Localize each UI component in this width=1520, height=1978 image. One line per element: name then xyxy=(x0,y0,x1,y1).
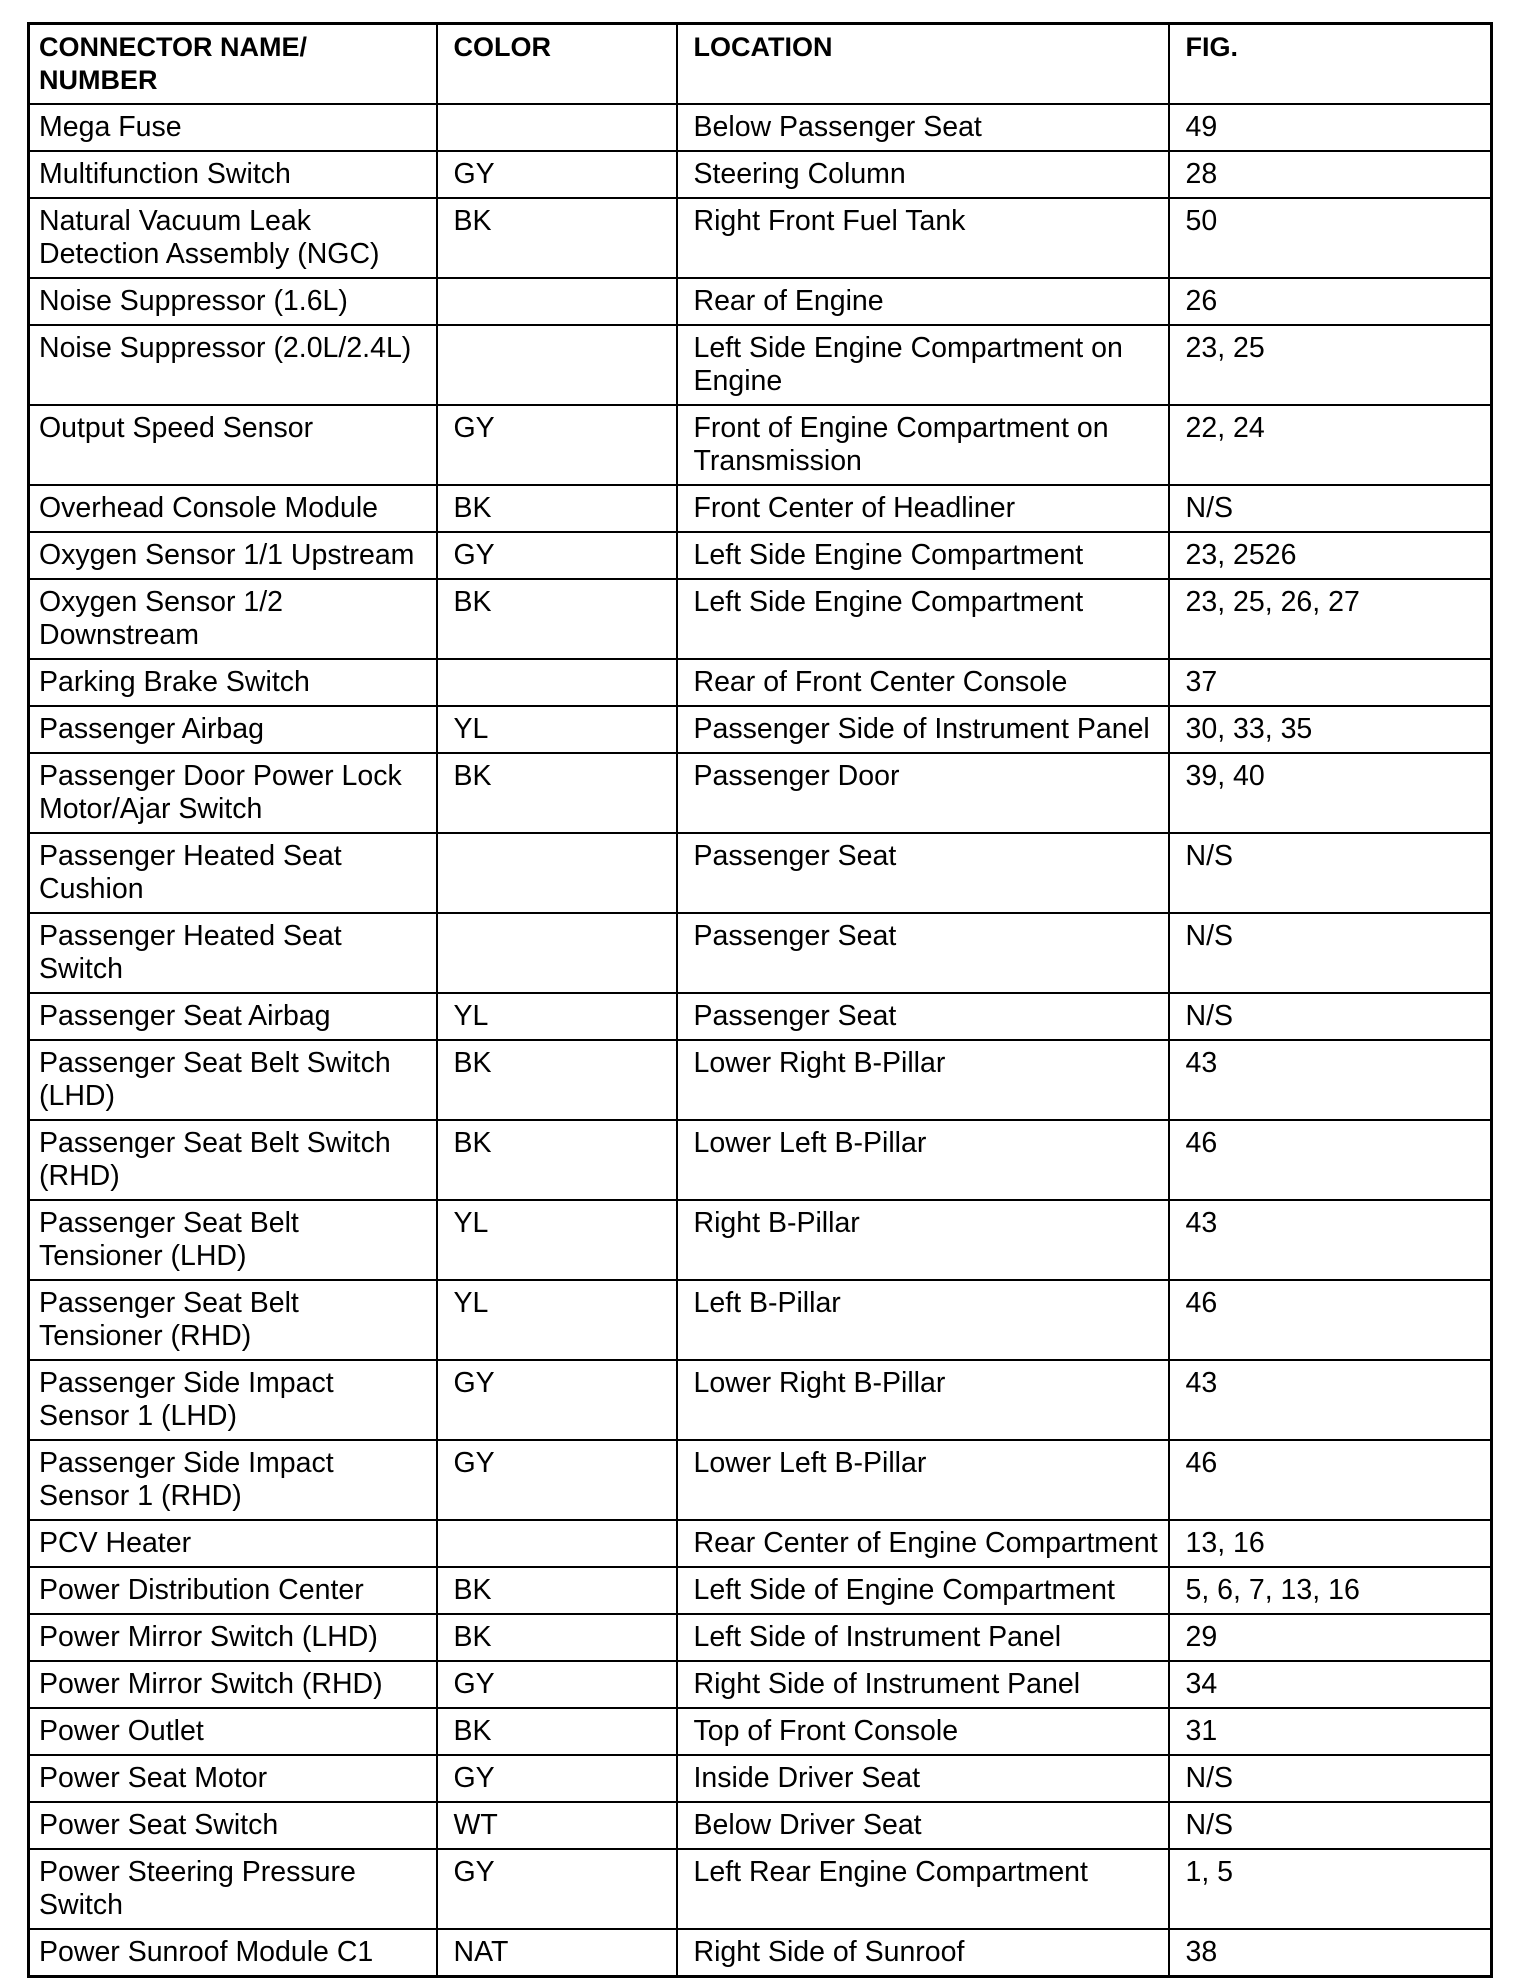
fig-cell: 49 xyxy=(1169,104,1492,151)
table-row xyxy=(29,1567,1492,1614)
color-cell: GY xyxy=(437,1440,677,1520)
color-cell xyxy=(437,659,677,706)
table-row xyxy=(29,198,1492,278)
header-location: LOCATION xyxy=(677,24,1169,105)
table-row xyxy=(29,1755,1492,1802)
connector-name-cell: Passenger Side Impact Sensor 1 (LHD) xyxy=(29,1360,437,1440)
connector-name-cell: Output Speed Sensor xyxy=(29,405,437,485)
connector-name-cell: Oxygen Sensor 1/1 Upstream xyxy=(29,532,437,579)
connector-name-cell: Passenger Side Impact Sensor 1 (RHD) xyxy=(29,1440,437,1520)
fig-cell: N/S xyxy=(1169,1802,1492,1849)
fig-cell: 29 xyxy=(1169,1614,1492,1661)
color-cell: GY xyxy=(437,532,677,579)
table-row xyxy=(29,325,1492,405)
table-row xyxy=(29,706,1492,753)
table-row xyxy=(29,993,1492,1040)
location-cell: Lower Right B-Pillar xyxy=(677,1360,1169,1440)
table-row xyxy=(29,1614,1492,1661)
header-color: COLOR xyxy=(437,24,677,105)
location-cell: Rear of Front Center Console xyxy=(677,659,1169,706)
location-cell: Below Passenger Seat xyxy=(677,104,1169,151)
table-body xyxy=(29,104,1492,1977)
location-cell: Left Side Engine Compartment xyxy=(677,532,1169,579)
fig-cell: 22, 24 xyxy=(1169,405,1492,485)
location-cell: Passenger Seat xyxy=(677,913,1169,993)
connector-name-cell: Parking Brake Switch xyxy=(29,659,437,706)
header-fig: FIG. xyxy=(1169,24,1492,105)
location-cell: Left Side of Instrument Panel xyxy=(677,1614,1169,1661)
fig-cell: 43 xyxy=(1169,1360,1492,1440)
location-cell: Left Side Engine Compartment on Engine xyxy=(677,325,1169,405)
location-cell: Right Side of Instrument Panel xyxy=(677,1661,1169,1708)
table-row xyxy=(29,1661,1492,1708)
connector-name-cell: Power Seat Switch xyxy=(29,1802,437,1849)
fig-cell: 28 xyxy=(1169,151,1492,198)
location-cell: Left Side Engine Compartment xyxy=(677,579,1169,659)
table-row xyxy=(29,1708,1492,1755)
color-cell: BK xyxy=(437,753,677,833)
location-cell: Passenger Seat xyxy=(677,993,1169,1040)
location-cell: Lower Left B-Pillar xyxy=(677,1440,1169,1520)
fig-cell: 38 xyxy=(1169,1929,1492,1977)
table-row xyxy=(29,104,1492,151)
fig-cell: 30, 33, 35 xyxy=(1169,706,1492,753)
connector-name-cell: Power Mirror Switch (LHD) xyxy=(29,1614,437,1661)
fig-cell: 13, 16 xyxy=(1169,1520,1492,1567)
connector-name-cell: Overhead Console Module xyxy=(29,485,437,532)
connector-name-cell: Passenger Seat Belt Tensioner (LHD) xyxy=(29,1200,437,1280)
connector-name-cell: Passenger Heated Seat Switch xyxy=(29,913,437,993)
color-cell: BK xyxy=(437,579,677,659)
table-row xyxy=(29,833,1492,913)
color-cell: GY xyxy=(437,1360,677,1440)
location-cell: Right Side of Sunroof xyxy=(677,1929,1169,1977)
connector-name-cell: Passenger Door Power Lock Motor/Ajar Switch xyxy=(29,753,437,833)
connector-name-cell: Mega Fuse xyxy=(29,104,437,151)
table-row xyxy=(29,278,1492,325)
table-row xyxy=(29,1280,1492,1360)
location-cell: Inside Driver Seat xyxy=(677,1755,1169,1802)
connector-name-cell: Power Outlet xyxy=(29,1708,437,1755)
connector-name-cell: Multifunction Switch xyxy=(29,151,437,198)
fig-cell: 46 xyxy=(1169,1120,1492,1200)
color-cell: YL xyxy=(437,1200,677,1280)
fig-cell: 31 xyxy=(1169,1708,1492,1755)
fig-cell: 5, 6, 7, 13, 16 xyxy=(1169,1567,1492,1614)
connector-name-cell: Power Steering Pressure Switch xyxy=(29,1849,437,1929)
color-cell: GY xyxy=(437,1849,677,1929)
location-cell: Right B-Pillar xyxy=(677,1200,1169,1280)
fig-cell: 46 xyxy=(1169,1280,1492,1360)
location-cell: Rear of Engine xyxy=(677,278,1169,325)
connector-name-cell: Passenger Seat Airbag xyxy=(29,993,437,1040)
fig-cell: N/S xyxy=(1169,993,1492,1040)
color-cell: BK xyxy=(437,1708,677,1755)
location-cell: Right Front Fuel Tank xyxy=(677,198,1169,278)
table-header-row xyxy=(29,24,1492,105)
color-cell: WT xyxy=(437,1802,677,1849)
color-cell: YL xyxy=(437,993,677,1040)
table-row xyxy=(29,913,1492,993)
fig-cell: 23, 25, 26, 27 xyxy=(1169,579,1492,659)
location-cell: Below Driver Seat xyxy=(677,1802,1169,1849)
connector-name-cell: Passenger Seat Belt Switch (LHD) xyxy=(29,1040,437,1120)
fig-cell: N/S xyxy=(1169,1755,1492,1802)
color-cell xyxy=(437,913,677,993)
table-row xyxy=(29,1849,1492,1929)
table-row xyxy=(29,1929,1492,1977)
table-row xyxy=(29,579,1492,659)
connector-name-cell: Power Sunroof Module C1 xyxy=(29,1929,437,1977)
color-cell: YL xyxy=(437,1280,677,1360)
location-cell: Left B-Pillar xyxy=(677,1280,1169,1360)
connector-name-cell: Oxygen Sensor 1/2 Downstream xyxy=(29,579,437,659)
fig-cell: 23, 25 xyxy=(1169,325,1492,405)
location-cell: Passenger Door xyxy=(677,753,1169,833)
color-cell xyxy=(437,325,677,405)
location-cell: Rear Center of Engine Compartment xyxy=(677,1520,1169,1567)
fig-cell: 43 xyxy=(1169,1200,1492,1280)
header-connector-name: CONNECTOR NAME/ NUMBER xyxy=(29,24,437,105)
table-row xyxy=(29,1440,1492,1520)
connector-name-cell: Passenger Seat Belt Tensioner (RHD) xyxy=(29,1280,437,1360)
connector-table xyxy=(27,22,1493,1978)
table-row xyxy=(29,532,1492,579)
connector-name-cell: Noise Suppressor (2.0L/2.4L) xyxy=(29,325,437,405)
location-cell: Lower Right B-Pillar xyxy=(677,1040,1169,1120)
table-row xyxy=(29,1120,1492,1200)
fig-cell: 39, 40 xyxy=(1169,753,1492,833)
connector-name-cell: Natural Vacuum Leak Detection Assembly (NGC) xyxy=(29,198,437,278)
connector-name-cell: Noise Suppressor (1.6L) xyxy=(29,278,437,325)
color-cell: BK xyxy=(437,1614,677,1661)
table-row xyxy=(29,1200,1492,1280)
color-cell xyxy=(437,1520,677,1567)
fig-cell: N/S xyxy=(1169,913,1492,993)
color-cell: GY xyxy=(437,151,677,198)
fig-cell: 50 xyxy=(1169,198,1492,278)
fig-cell: 46 xyxy=(1169,1440,1492,1520)
fig-cell: 37 xyxy=(1169,659,1492,706)
color-cell xyxy=(437,278,677,325)
color-cell: BK xyxy=(437,1120,677,1200)
fig-cell: 23, 2526 xyxy=(1169,532,1492,579)
connector-name-cell: Power Seat Motor xyxy=(29,1755,437,1802)
table-row xyxy=(29,1802,1492,1849)
location-cell: Left Rear Engine Compartment xyxy=(677,1849,1169,1929)
fig-cell: N/S xyxy=(1169,833,1492,913)
table-row xyxy=(29,753,1492,833)
table-row xyxy=(29,1360,1492,1440)
table-row xyxy=(29,1520,1492,1567)
color-cell: BK xyxy=(437,1567,677,1614)
connector-name-cell: Power Mirror Switch (RHD) xyxy=(29,1661,437,1708)
color-cell: NAT xyxy=(437,1929,677,1977)
location-cell: Front Center of Headliner xyxy=(677,485,1169,532)
color-cell: BK xyxy=(437,485,677,532)
table-row xyxy=(29,405,1492,485)
location-cell: Lower Left B-Pillar xyxy=(677,1120,1169,1200)
location-cell: Steering Column xyxy=(677,151,1169,198)
color-cell: BK xyxy=(437,1040,677,1120)
table-row xyxy=(29,659,1492,706)
fig-cell: 43 xyxy=(1169,1040,1492,1120)
location-cell: Front of Engine Compartment on Transmission xyxy=(677,405,1169,485)
location-cell: Top of Front Console xyxy=(677,1708,1169,1755)
color-cell: GY xyxy=(437,1755,677,1802)
color-cell: GY xyxy=(437,405,677,485)
table-row xyxy=(29,485,1492,532)
connector-name-cell: PCV Heater xyxy=(29,1520,437,1567)
location-cell: Passenger Side of Instrument Panel xyxy=(677,706,1169,753)
color-cell: BK xyxy=(437,198,677,278)
fig-cell: 34 xyxy=(1169,1661,1492,1708)
fig-cell: N/S xyxy=(1169,485,1492,532)
color-cell xyxy=(437,104,677,151)
connector-name-cell: Passenger Seat Belt Switch (RHD) xyxy=(29,1120,437,1200)
location-cell: Passenger Seat xyxy=(677,833,1169,913)
table-row xyxy=(29,1040,1492,1120)
table-row xyxy=(29,151,1492,198)
connector-name-cell: Passenger Airbag xyxy=(29,706,437,753)
color-cell: YL xyxy=(437,706,677,753)
connector-name-cell: Power Distribution Center xyxy=(29,1567,437,1614)
color-cell xyxy=(437,833,677,913)
location-cell: Left Side of Engine Compartment xyxy=(677,1567,1169,1614)
color-cell: GY xyxy=(437,1661,677,1708)
fig-cell: 1, 5 xyxy=(1169,1849,1492,1929)
connector-name-cell: Passenger Heated Seat Cushion xyxy=(29,833,437,913)
fig-cell: 26 xyxy=(1169,278,1492,325)
